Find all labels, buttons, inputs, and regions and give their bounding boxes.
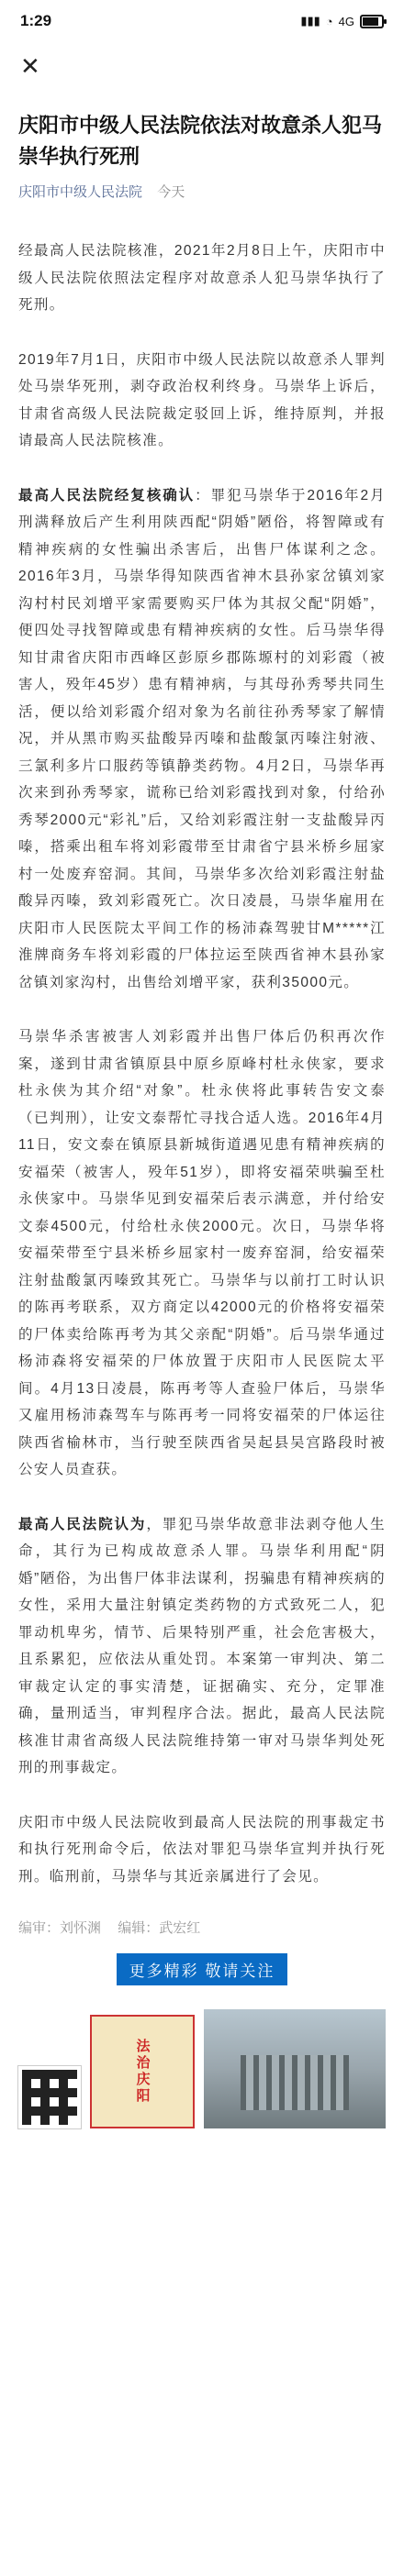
reviewer-label: 编辑：武宏红 xyxy=(118,1920,201,1936)
signal-icon: ▮▮▮ xyxy=(300,14,320,28)
status-icons xyxy=(300,14,384,28)
court-building-image xyxy=(204,2009,386,2128)
article-paragraph: 庆阳市中级人民法院收到最高人民法院的刑事裁定书和执行死刑命令后，依法对罪犯马崇华宣判并执行死刑。临刑前，马崇华与其近亲属进行了会见。 xyxy=(18,1814,386,1885)
article-paragraph: 2019年7月1日，庆阳市中级人民法院以故意杀人罪判处马崇华死刑，剥夺政治权利终身。马崇华上诉后，甘肃省高级人民法院裁定驳回上诉，维持原判，并报请最高人民法院核准。 xyxy=(18,351,386,448)
status-bar xyxy=(0,0,404,42)
publish-date: 今天 xyxy=(157,184,185,200)
lead-phrase: 最高人民法院经复核确认 xyxy=(18,487,196,503)
article-meta xyxy=(18,182,386,201)
article-paragraph: 经最高人民法院核准，2021年2月8日上午，庆阳市中级人民法院依照法定程序对故意杀人犯马崇华执行了死刑。 xyxy=(18,243,386,313)
article-paragraph: 马崇华杀害被害人刘彩霞并出售尸体后仍积再次作案，遂到甘肃省镇原县中原乡原峰村杜永侠家，要求杜永侠为其介绍“对象”。杜永侠将此事转告安文泰（已判刑），让安文泰帮忙寻找合适人选。2016年4月11日，安文泰在镇原县新城街道遇见患有精神疾病的安福荣（被害人，殁年51岁），即将安福荣哄骗至杜永侠家中。马崇华见到安福荣后表示满意，并付给安文泰4500元，付给杜永侠2000元。次日，马崇华将安福荣带至宁县米桥乡屈家村一废弃窑洞，给安福荣注射盐酸氯丙嗪致其死亡。马崇华与以前打工时认识的陈再考联系，双方商定以42000元的价格将安福荣的尸体卖给陈再考为其父亲配“阴婚”。后马崇华通过杨沛森将安福荣的尸体放置于庆阳市人民医院太平间。4月13日凌晨，陈再考等人查验尸体后，马崇华又雇用杨沛森驾车与陈再考一同将安福荣的尸体运往陕西省榆林市，当行驶至陕西省吴起县吴宫路段时被公安人员查获。 xyxy=(18,1029,386,1477)
wifi-icon: ◔ xyxy=(325,14,333,28)
author-link[interactable]: 庆阳市中级人民法院 xyxy=(18,184,143,200)
editor-label: 编审：刘怀渊 xyxy=(18,1920,102,1936)
close-icon[interactable]: ✕ xyxy=(20,52,40,80)
network-label: 4G xyxy=(338,14,354,28)
editor-credits xyxy=(18,1918,386,1937)
article-paragraph: 最高人民法院经复核确认：罪犯马崇华于2016年2月刑满释放后产生利用陕西配“阴婚”陋俗，将智障或有精神疾病的女性骗出杀害后，出售尸体谋利之念。2016年3月，马崇华得知陕西省神木县孙家岔镇刘家沟村村民刘增平家需要购买尸体为其叔父配“阴婚”，便四处寻找智障或患有精神疾病的女性。后马崇华得知甘肃省庆阳市西峰区彭原乡郡陈塬村的刘彩霞（被害人，殁年45岁）患有精神病，与其母孙秀琴共同生活，便以给刘彩霞介绍对象为名前往孙秀琴家了解情况，并从黑市购买盐酸异丙嗪和盐酸氯丙嗪注射液、三氯利多片口服药等镇静类药物。4月2日，马崇华再次来到孙秀琴家，谎称已给刘彩霞找到对象，付给孙秀琴2000元“彩礼”后，又给刘彩霞注射一支盐酸异丙嗪，搭乘出租车将刘彩霞带至甘肃省宁县米桥乡屈家村一处废弃窑洞。其间，马崇华多次给刘彩霞注射盐酸异丙嗪，致刘彩霞死亡。次日凌晨，马崇华雇用在庆阳市人民医院太平间工作的杨沛森驾驶甘M*****江淮牌商务车将刘彩霞的尸体拉运至陕西省神木县孙家岔镇刘家沟村，出售给刘增平家，获利35000元。 xyxy=(18,487,387,990)
article-content xyxy=(0,110,404,2128)
qr-code-icon[interactable] xyxy=(18,2066,81,2128)
status-time: 1:29 xyxy=(20,12,52,29)
more-button[interactable]: 更多精彩 敬请关注 xyxy=(117,1953,288,1985)
battery-icon xyxy=(360,15,384,28)
article-paragraph: 最高人民法院认为，罪犯马崇华故意非法剥夺他人生命，其行为已构成故意杀人罪。马崇华利用配“阴婚”陋俗，为出售尸体非法谋利，拐骗患有精神疾病的女性，采用大量注射镇定类药物的方式致死二人，犯罪动机卑劣，情节、后果特别严重，社会危害极大，且系累犯，应依法从重处罚。本案第一审判决、第二审裁定认定的事实清楚，证据确实、充分，定罪准确，量刑适当，审判程序合法。据此，最高人民法院核准甘肃省高级人民法院维持第一审对马崇华判处死刑的刑事裁定。 xyxy=(18,1516,386,1775)
nav-bar xyxy=(0,42,404,90)
more-banner xyxy=(18,1953,386,1985)
lead-phrase: 最高人民法院认为 xyxy=(18,1516,147,1532)
article-body xyxy=(18,238,386,1890)
article-title: 庆阳市中级人民法院依法对故意杀人犯马崇华执行死刑 xyxy=(18,114,383,168)
brand-badge: 法治庆阳 xyxy=(90,2015,195,2128)
footer-image xyxy=(18,2000,386,2128)
